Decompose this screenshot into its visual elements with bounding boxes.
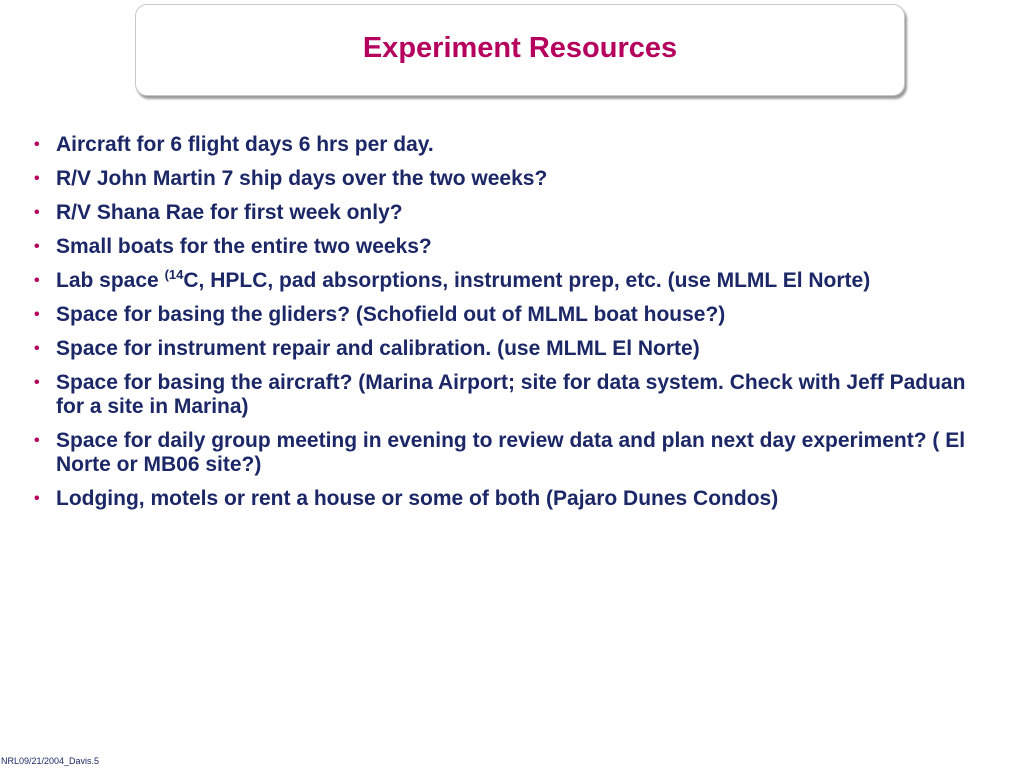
slide-footer: NRL09/21/2004_Davis.5 xyxy=(1,756,100,766)
bullet-text: R/V Shana Rae for first week only? xyxy=(56,201,403,224)
bullet-item xyxy=(32,487,992,511)
bullet-item xyxy=(32,429,992,477)
bullet-item xyxy=(32,337,992,361)
bullet-text: Lodging, motels or rent a house or some of both (Pajaro Dunes Condos) xyxy=(56,487,779,510)
bullet-icon: • xyxy=(34,340,40,357)
bullet-text xyxy=(56,269,992,293)
bullet-item xyxy=(32,133,992,157)
bullet-text-prefix: Lab space xyxy=(56,269,165,292)
bullet-text: Aircraft for 6 flight days 6 hrs per day. xyxy=(56,133,434,156)
superscript-isotope: (14 xyxy=(164,267,184,282)
bullet-icon: • xyxy=(34,238,40,255)
slide-title: Experiment Resources xyxy=(362,31,678,64)
bullet-icon: • xyxy=(34,432,40,449)
bullet-text: Space for basing the aircraft? (Marina Airport; site for data system. Check with Jeff Paduan for a site in Marina) xyxy=(56,371,966,418)
bullet-icon: • xyxy=(34,170,40,187)
title-box xyxy=(135,4,905,96)
bullet-item xyxy=(32,235,992,259)
bullet-icon: • xyxy=(34,306,40,323)
bullet-icon: • xyxy=(34,204,40,221)
bullet-text-suffix: C, HPLC, pad absorptions, instrument prep, etc. (use MLML El Norte) xyxy=(183,269,871,292)
bullet-list xyxy=(32,133,992,521)
bullet-text: Space for instrument repair and calibration. (use MLML El Norte) xyxy=(56,337,700,360)
bullet-item xyxy=(32,371,992,419)
bullet-text: Small boats for the entire two weeks? xyxy=(56,235,432,258)
bullet-item xyxy=(32,269,992,293)
bullet-text: R/V John Martin 7 ship days over the two weeks? xyxy=(56,167,548,190)
bullet-icon: • xyxy=(34,374,40,391)
bullet-item xyxy=(32,201,992,225)
bullet-icon: • xyxy=(34,136,40,153)
bullet-item xyxy=(32,303,992,327)
bullet-icon: • xyxy=(34,490,40,507)
bullet-text: Space for daily group meeting in evening to review data and plan next day experiment? ( El Norte or MB06 site?) xyxy=(56,429,966,476)
bullet-icon: • xyxy=(34,272,40,289)
bullet-item xyxy=(32,167,992,191)
bullet-text: Space for basing the gliders? (Schofield out of MLML boat house?) xyxy=(56,303,726,326)
